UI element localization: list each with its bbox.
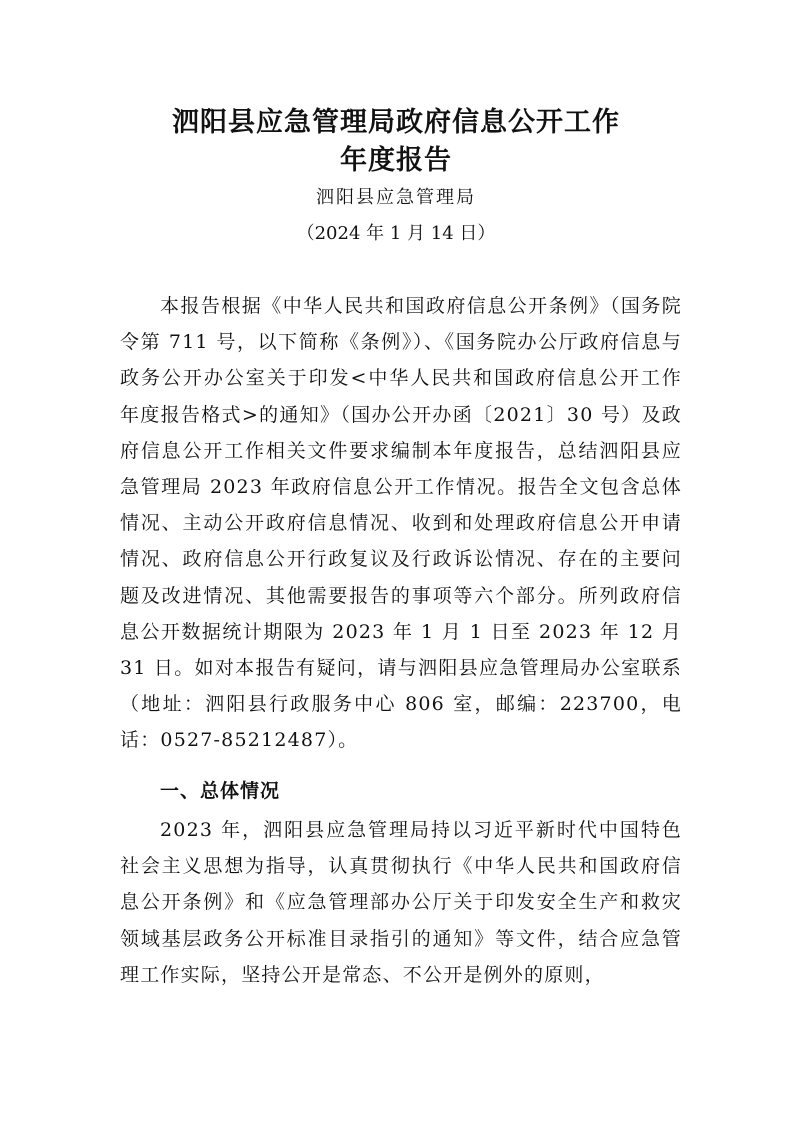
issuing-agency: 泗阳县应急管理局 bbox=[316, 187, 476, 208]
overview-paragraph: 2023 年，泗阳县应急管理局持以习近平新时代中国特色社会主义思想为指导，认真贯彻执行《中华人民共和国政府信息公开条例》和《应急管理部办公厅关于印发安全生产和救灾领域基层政务公开标准目录指引的通知》等文件，结合应急管理工作实际，坚持公开是常态、不公开是例外的原则， bbox=[120, 819, 682, 986]
report-date: （2024 年 1 月 14 日） bbox=[296, 223, 496, 244]
intro-paragraph: 本报告根据《中华人民共和国政府信息公开条例》（国务院令第 711 号，以下简称《条例》）、《国务院办公厅政府信息与政务公开办公室关于印发<中华人民共和国政府信息公开工作年度报告格式>的通知》（国办公开办函〔2021〕30 号）及政府信息公开工作相关文件要求编制本年度报告，总结泗阳县应急管理局 2023 年政府信息公开工作情况。报告全文包含总体情况、主动公开政府信息情况、收到和处理政府信息公开申请情况、政府信息公开行政复议及行政诉讼情况、存在的主要问题及改进情况、其他需要报告的事项等六个部分。所列政府信息公开数据统计期限为 2023 年 1 月 1 日至 2023 年 12 月 31 日。如对本报告有疑问，请与泗阳县应急管理局办公室联系（地址：泗阳县行政服务中心 806 室，邮编：223700，电话：0527-85212487）。 bbox=[120, 295, 682, 752]
section-heading-overview: 一、总体情况 bbox=[160, 780, 281, 802]
report-title-line1: 泗阳县应急管理局政府信息公开工作 bbox=[172, 107, 620, 138]
report-title-line2: 年度报告 bbox=[340, 145, 452, 176]
